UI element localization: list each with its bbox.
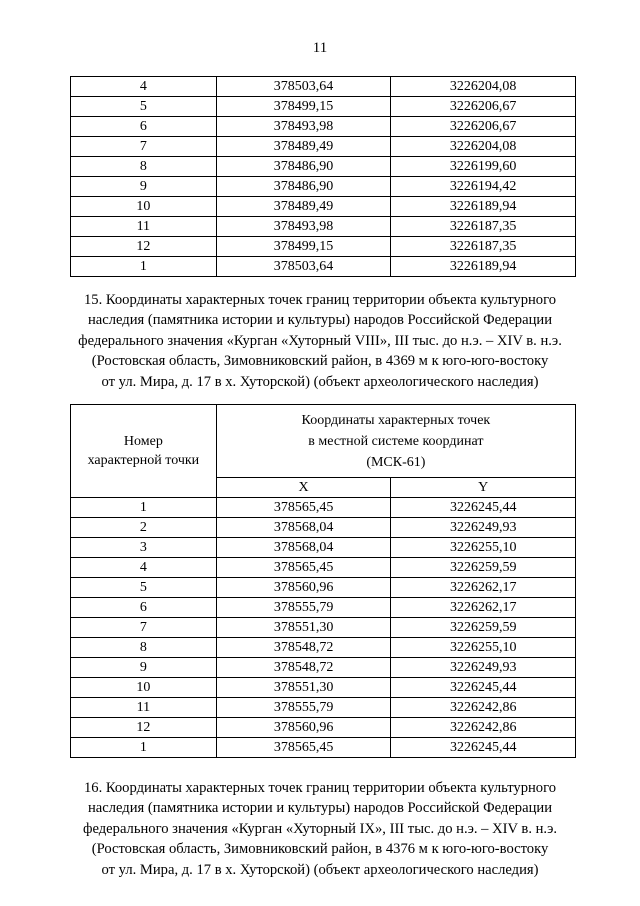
header-line: Координаты характерных точек	[301, 413, 491, 428]
x-coordinate-cell: 378548,72	[216, 638, 391, 658]
x-coordinate-cell: 378486,90	[216, 177, 391, 197]
point-number-cell: 3	[71, 538, 217, 558]
y-coordinate-cell: 3226199,60	[391, 157, 576, 177]
table-row	[71, 638, 576, 658]
point-number-cell: 7	[71, 137, 217, 157]
point-number-cell: 11	[71, 217, 217, 237]
table-row	[71, 77, 576, 97]
header-point-number	[71, 405, 217, 498]
point-number-cell: 11	[71, 698, 217, 718]
table-row	[71, 578, 576, 598]
table-row	[71, 658, 576, 678]
x-coordinate-cell: 378493,98	[216, 217, 391, 237]
point-number-cell: 7	[71, 618, 217, 638]
y-coordinate-cell: 3226187,35	[391, 237, 576, 257]
table-row	[71, 157, 576, 177]
point-number-cell: 9	[71, 177, 217, 197]
point-number-cell: 1	[71, 257, 217, 277]
table-row	[71, 257, 576, 277]
heading-line: от ул. Мира, д. 17 в х. Хуторской) (объект археологического наследия)	[101, 373, 539, 390]
x-coordinate-cell: 378555,79	[216, 698, 391, 718]
y-coordinate-cell: 3226255,10	[391, 638, 576, 658]
point-number-cell: 10	[71, 678, 217, 698]
heading-line: федерального значения «Курган «Хуторный IX», III тыс. до н.э. – XIV в. н.э.	[83, 820, 557, 837]
x-coordinate-cell: 378555,79	[216, 598, 391, 618]
point-number-cell: 12	[71, 718, 217, 738]
table-row	[71, 518, 576, 538]
point-number-cell: 6	[71, 117, 217, 137]
table-row	[71, 678, 576, 698]
x-coordinate-cell: 378489,49	[216, 197, 391, 217]
table-row	[71, 177, 576, 197]
x-coordinate-cell: 378551,30	[216, 618, 391, 638]
point-number-cell: 4	[71, 77, 217, 97]
table-row	[71, 538, 576, 558]
coordinates-table-continued	[70, 76, 576, 277]
y-coordinate-cell: 3226245,44	[391, 738, 576, 758]
table-row	[71, 217, 576, 237]
y-coordinate-cell: 3226194,42	[391, 177, 576, 197]
table1-body	[71, 77, 576, 277]
header-line: Номер	[123, 434, 163, 449]
x-coordinate-cell: 378493,98	[216, 117, 391, 137]
y-coordinate-cell: 3226242,86	[391, 718, 576, 738]
y-coordinate-cell: 3226249,93	[391, 658, 576, 678]
heading-line: 15. Координаты характерных точек границ территории объекта культурного	[83, 292, 557, 308]
heading-line: 16. Координаты характерных точек границ территории объекта культурного	[83, 780, 557, 796]
x-coordinate-cell: 378489,49	[216, 137, 391, 157]
table-row	[71, 738, 576, 758]
table-row	[71, 237, 576, 257]
y-coordinate-cell: 3226204,08	[391, 137, 576, 157]
point-number-cell: 8	[71, 157, 217, 177]
point-number-cell: 5	[71, 97, 217, 117]
point-number-cell: 4	[71, 558, 217, 578]
y-coordinate-cell: 3226206,67	[391, 97, 576, 117]
table2-body	[71, 498, 576, 758]
coordinates-table-15	[70, 404, 576, 758]
heading-line: наследия (памятника истории и культуры) народов Российской Федерации	[87, 800, 553, 817]
y-coordinate-cell: 3226262,17	[391, 598, 576, 618]
header-x: X	[216, 478, 391, 498]
x-coordinate-cell: 378568,04	[216, 538, 391, 558]
x-coordinate-cell: 378499,15	[216, 237, 391, 257]
section-16-heading	[60, 778, 580, 880]
x-coordinate-cell: 378560,96	[216, 718, 391, 738]
point-number-cell: 5	[71, 578, 217, 598]
x-coordinate-cell: 378565,45	[216, 738, 391, 758]
point-number-cell: 2	[71, 518, 217, 538]
table-row	[71, 197, 576, 217]
table-row	[71, 698, 576, 718]
point-number-cell: 8	[71, 638, 217, 658]
heading-line: (Ростовская область, Зимовниковский район, в 4369 м к юго-юго-востоку	[91, 353, 549, 370]
header-line: (МСК-61)	[366, 455, 426, 470]
x-coordinate-cell: 378486,90	[216, 157, 391, 177]
section-15-heading	[60, 290, 580, 392]
table-row	[71, 598, 576, 618]
x-coordinate-cell: 378503,64	[216, 77, 391, 97]
x-coordinate-cell: 378499,15	[216, 97, 391, 117]
y-coordinate-cell: 3226204,08	[391, 77, 576, 97]
point-number-cell: 1	[71, 738, 217, 758]
y-coordinate-cell: 3226245,44	[391, 498, 576, 518]
header-line: в местной системе координат	[308, 434, 484, 449]
point-number-cell: 1	[71, 498, 217, 518]
heading-line: федерального значения «Курган «Хуторный VIII», III тыс. до н.э. – XIV в. н.э.	[78, 332, 562, 349]
y-coordinate-cell: 3226187,35	[391, 217, 576, 237]
x-coordinate-cell: 378503,64	[216, 257, 391, 277]
y-coordinate-cell: 3226249,93	[391, 518, 576, 538]
header-line: характерной точки	[87, 453, 200, 468]
header-y: Y	[391, 478, 576, 498]
y-coordinate-cell: 3226189,94	[391, 257, 576, 277]
x-coordinate-cell: 378548,72	[216, 658, 391, 678]
table-row	[71, 137, 576, 157]
table-row	[71, 718, 576, 738]
x-coordinate-cell: 378560,96	[216, 578, 391, 598]
y-coordinate-cell: 3226259,59	[391, 558, 576, 578]
x-coordinate-cell: 378565,45	[216, 498, 391, 518]
x-coordinate-cell: 378565,45	[216, 558, 391, 578]
point-number-cell: 6	[71, 598, 217, 618]
point-number-cell: 9	[71, 658, 217, 678]
header-coordinates	[216, 405, 575, 478]
table-row	[71, 558, 576, 578]
page-number: 11	[312, 40, 328, 56]
y-coordinate-cell: 3226206,67	[391, 117, 576, 137]
x-coordinate-cell: 378568,04	[216, 518, 391, 538]
y-coordinate-cell: 3226255,10	[391, 538, 576, 558]
y-coordinate-cell: 3226242,86	[391, 698, 576, 718]
table-row	[71, 618, 576, 638]
table-row	[71, 117, 576, 137]
heading-line: наследия (памятника истории и культуры) народов Российской Федерации	[87, 312, 553, 329]
y-coordinate-cell: 3226189,94	[391, 197, 576, 217]
table-row	[71, 97, 576, 117]
y-coordinate-cell: 3226262,17	[391, 578, 576, 598]
y-coordinate-cell: 3226245,44	[391, 678, 576, 698]
x-coordinate-cell: 378551,30	[216, 678, 391, 698]
heading-line: от ул. Мира, д. 17 в х. Хуторской) (объект археологического наследия)	[101, 861, 539, 878]
point-number-cell: 10	[71, 197, 217, 217]
point-number-cell: 12	[71, 237, 217, 257]
heading-line: (Ростовская область, Зимовниковский район, в 4376 м к юго-юго-востоку	[91, 841, 549, 858]
table-row	[71, 498, 576, 518]
y-coordinate-cell: 3226259,59	[391, 618, 576, 638]
